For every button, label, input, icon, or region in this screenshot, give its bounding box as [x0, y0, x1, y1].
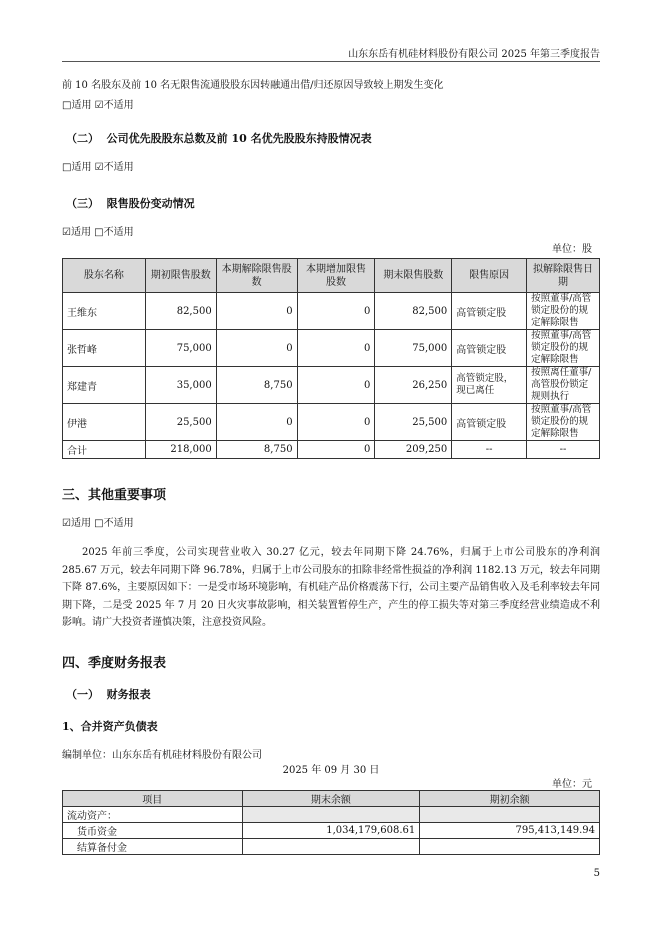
end-restricted: 75,000 — [375, 330, 452, 367]
table-row — [63, 367, 600, 404]
begin-restricted: 35,000 — [145, 367, 216, 404]
table-row — [63, 330, 600, 367]
begin-restricted: 75,000 — [145, 330, 216, 367]
preferred-shares-heading-number: （二） — [66, 132, 99, 145]
column-header: 限售原因 — [452, 259, 527, 293]
released-restricted: 0 — [216, 404, 297, 441]
restricted-shares-heading — [66, 195, 195, 211]
securities-lending-change-note: 前 10 名股东及前 10 名无限售流通股股东因转融通出借/归还原因导致较上期发生变化 — [62, 80, 444, 91]
other-matters-applicability: ☑适用 □不适用 — [62, 518, 134, 529]
balance-sheet-unit: 单位：元 — [552, 779, 592, 790]
shareholder-name: 伊港 — [63, 404, 146, 441]
release-date: 按照离任董事/高管股份锁定规则执行 — [527, 367, 600, 404]
begin-restricted: 25,500 — [145, 404, 216, 441]
other-matters-heading: 三、其他重要事项 — [62, 488, 167, 503]
table-row — [63, 404, 600, 441]
column-header: 期末余额 — [242, 791, 420, 807]
column-header: 项目 — [63, 791, 243, 807]
column-header: 期初余额 — [420, 791, 600, 807]
begin-balance — [420, 807, 600, 823]
restriction-reason: 高管锁定股 — [452, 293, 527, 330]
begin-balance: 795,413,149.94 — [420, 823, 600, 839]
shareholder-name: 张哲峰 — [63, 330, 146, 367]
preferred-shares-heading — [66, 130, 372, 146]
line-item: 结算备付金 — [63, 839, 243, 855]
total-reason: -- — [452, 441, 527, 459]
added-restricted: 0 — [297, 404, 375, 441]
balance-sheet-table — [62, 790, 600, 855]
preparing-company: 编制单位：山东东岳有机硅材料股份有限公司 — [62, 750, 262, 761]
shareholder-name: 王维东 — [63, 293, 146, 330]
added-restricted: 0 — [297, 330, 375, 367]
end-balance: 1,034,179,608.61 — [242, 823, 420, 839]
total-released: 8,750 — [216, 441, 297, 459]
restricted-shares-applicability: ☑适用 □不适用 — [62, 227, 134, 238]
total-begin: 218,000 — [145, 441, 216, 459]
column-header: 本期解除限售股数 — [216, 259, 297, 293]
shareholder-name: 郑建青 — [63, 367, 146, 404]
financial-reports-subheading-text: 财务报表 — [106, 688, 151, 701]
release-date: 按照董事/高管锁定股份的规定解除限售 — [527, 293, 600, 330]
total-label: 合计 — [63, 441, 146, 459]
released-restricted: 0 — [216, 293, 297, 330]
added-restricted: 0 — [297, 293, 375, 330]
total-added: 0 — [297, 441, 375, 459]
total-end: 209,250 — [375, 441, 452, 459]
restricted-shares-heading-number: （三） — [66, 197, 99, 210]
restriction-reason: 高管锁定股，现已离任 — [452, 367, 527, 404]
end-restricted: 25,500 — [375, 404, 452, 441]
end-restricted: 82,500 — [375, 293, 452, 330]
securities-lending-applicability: □适用 ☑不适用 — [62, 100, 134, 111]
total-date: -- — [527, 441, 600, 459]
restricted-shares-heading-text: 限售股份变动情况 — [106, 197, 195, 210]
column-header: 本期增加限售股数 — [297, 259, 375, 293]
balance-sheet-title: 1、合并资产负债表 — [62, 720, 158, 733]
end-restricted: 26,250 — [375, 367, 452, 404]
release-date: 按照董事/高管锁定股份的规定解除限售 — [527, 404, 600, 441]
table-row — [63, 807, 600, 823]
column-header: 期初限售股数 — [145, 259, 216, 293]
financial-reports-subheading-number: （一） — [66, 688, 99, 701]
end-balance — [242, 839, 420, 855]
released-restricted: 0 — [216, 330, 297, 367]
added-restricted: 0 — [297, 367, 375, 404]
header-divider — [62, 61, 600, 62]
report-header-title: 山东东岳有机硅材料股份有限公司 2025 年第三季度报告 — [348, 49, 600, 60]
table-total-row — [63, 441, 600, 459]
released-restricted: 8,750 — [216, 367, 297, 404]
begin-balance — [420, 839, 600, 855]
table-header-row — [63, 259, 600, 293]
column-header: 股东名称 — [63, 259, 146, 293]
financial-reports-subheading — [66, 686, 151, 702]
balance-sheet-date: 2025 年 09 月 30 日 — [282, 765, 380, 776]
line-item: 货币资金 — [63, 823, 243, 839]
preferred-shares-heading-text: 公司优先股股东总数及前 10 名优先股股东持股情况表 — [106, 132, 372, 145]
table-row — [63, 293, 600, 330]
restricted-shares-table — [62, 258, 600, 459]
restriction-reason: 高管锁定股 — [452, 404, 527, 441]
end-balance — [242, 807, 420, 823]
column-header: 拟解除限售日期 — [527, 259, 600, 293]
restriction-reason: 高管锁定股 — [452, 330, 527, 367]
table-row — [63, 823, 600, 839]
restricted-shares-unit: 单位：股 — [552, 244, 592, 255]
column-header: 期末限售股数 — [375, 259, 452, 293]
table-row — [63, 839, 600, 855]
release-date: 按照董事/高管锁定股份的规定解除限售 — [527, 330, 600, 367]
page-number: 5 — [593, 868, 600, 879]
financial-statements-heading: 四、季度财务报表 — [62, 656, 167, 671]
line-item: 流动资产： — [63, 807, 243, 823]
preferred-shares-applicability: □适用 ☑不适用 — [62, 162, 134, 173]
begin-restricted: 82,500 — [145, 293, 216, 330]
table-header-row — [63, 791, 600, 807]
other-matters-paragraph: 2025 年前三季度，公司实现营业收入 30.27 亿元，较去年同期下降 24.76%，归属于上市公司股东的净利润 285.67 万元，较去年同期下降 96.78%，归属于上市公司股东的扣除非经常性损益的净利润 1182.13 万元，较去年同期下降 87.6%，主要原因如下：一是受市场环境影响，有机硅产品价格震荡下行，公司主要产品销售收入及毛利率较去年同期下降，二是受 2025 年 7 月 20 日火灾事故影响，相关装置暂停生产，产生的停工损失等对第三季度经营业绩造成不利影响。请广大投资者谨慎决策，注意投资风险。 — [62, 547, 600, 628]
